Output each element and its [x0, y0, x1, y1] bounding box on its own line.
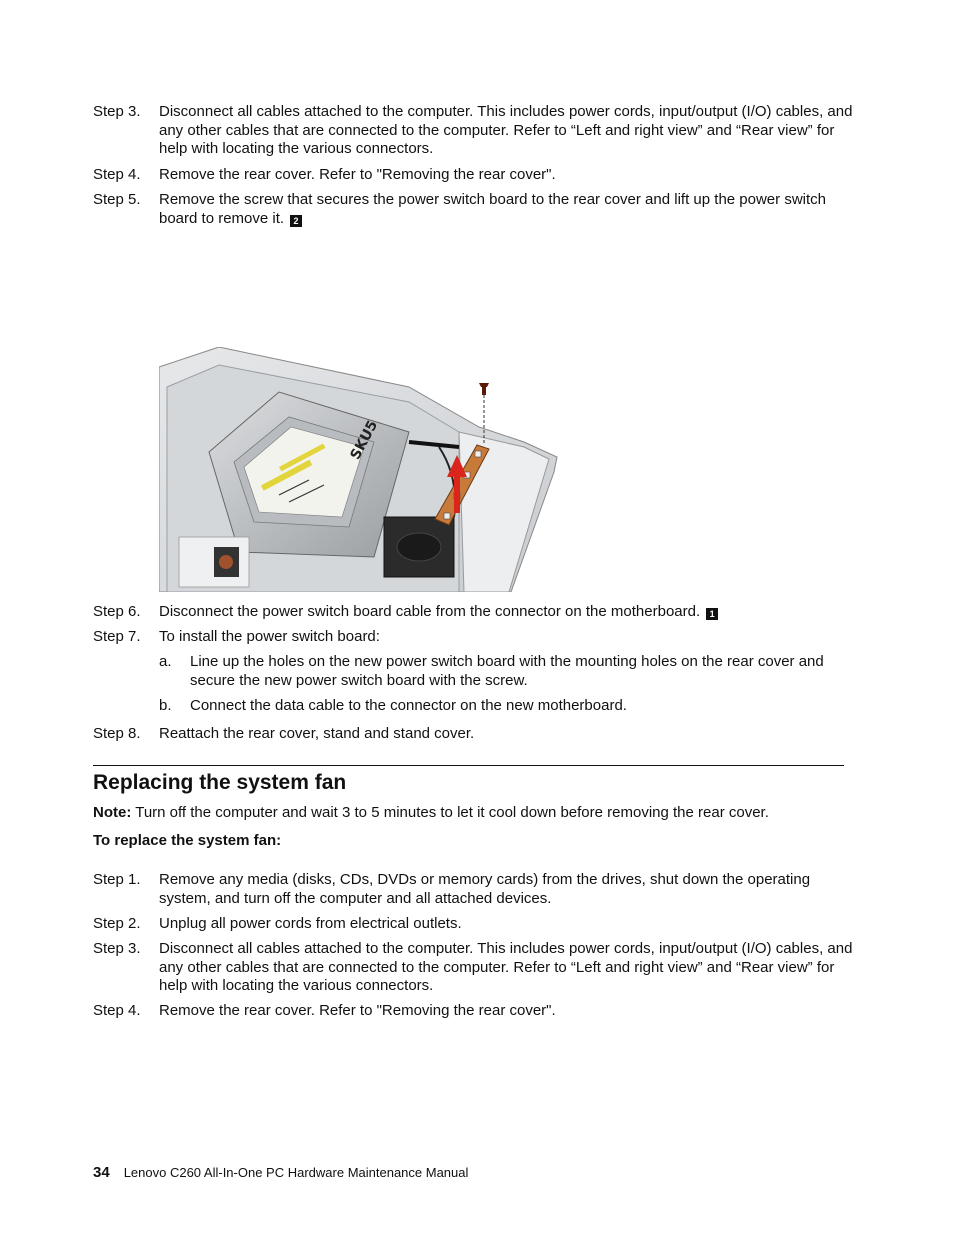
- step-3-disconnect-cables: [93, 940, 853, 996]
- substep-text: Connect the data cable to the connector on the new motherboard.: [190, 697, 627, 714]
- step-text: Remove any media (disks, CDs, DVDs or memory cards) from the drives, shut down the operating system, and turn off the computer and all attached devices.: [159, 871, 811, 907]
- step-number: Step 8.: [93, 725, 141, 742]
- step-7-install-board: [93, 628, 853, 647]
- step-number: Step 2.: [93, 915, 141, 932]
- step-text: Unplug all power cords from electrical outlets.: [159, 915, 462, 932]
- step-1-remove-media: [93, 871, 853, 908]
- substep-text: Line up the holes on the new power switch board with the mounting holes on the rear cover and secure the new power switch board with the screw.: [190, 653, 824, 689]
- page-footer: [93, 1164, 468, 1183]
- step-text: Reattach the rear cover, stand and stand cover.: [159, 725, 475, 742]
- step-6-disconnect-board-cable: [93, 603, 853, 622]
- step-number: Step 3.: [93, 103, 141, 120]
- note-label: Note:: [93, 804, 132, 821]
- note-paragraph: [93, 804, 853, 823]
- step-number: Step 5.: [93, 191, 141, 208]
- step-8-reattach-cover: [93, 725, 853, 744]
- sku-label: SKU5: [347, 417, 382, 463]
- step-number: Step 6.: [93, 603, 141, 620]
- step-3-disconnect-cables: [93, 103, 853, 159]
- manual-title: Lenovo C260 All-In-One PC Hardware Maintenance Manual: [123, 1165, 469, 1180]
- note-text: Turn off the computer and wait 3 to 5 minutes to let it cool down before removing the rear cover.: [131, 804, 769, 821]
- step-text: Disconnect all cables attached to the computer. This includes power cords, input/output (I/O) cables, and any other cables that are connected to the computer. Refer to “Left and right view” and “Rear view” for help with locating the various connectors.: [159, 940, 853, 994]
- callout-2: 2: [290, 215, 302, 227]
- step-4-remove-rear-cover: [93, 1002, 853, 1021]
- procedure-heading: To replace the system fan:: [93, 832, 282, 849]
- substep-letter: a.: [159, 653, 172, 670]
- callout-1: 1: [706, 608, 718, 620]
- step-5-remove-screw: [93, 191, 853, 228]
- substep-letter: b.: [159, 697, 172, 714]
- step-text: Disconnect all cables attached to the computer. This includes power cords, input/output (I/O) cables, and any other cables that are connected to the computer. Refer to “Left and right view” and “Rear view” for help with locating the various connectors.: [159, 103, 853, 157]
- step-text: Remove the rear cover. Refer to "Removing the rear cover".: [159, 166, 556, 183]
- step-number: Step 1.: [93, 871, 141, 888]
- section-heading: Replacing the system fan: [93, 771, 347, 794]
- step-number: Step 7.: [93, 628, 141, 645]
- screw-icon: [479, 383, 489, 395]
- step-4-remove-rear-cover: [93, 166, 853, 185]
- substep-b: [159, 697, 849, 716]
- page-number: 34: [93, 1164, 110, 1181]
- figure-illustration: [159, 347, 559, 592]
- substep-a: [159, 653, 849, 690]
- step-text: Remove the rear cover. Refer to "Removing the rear cover".: [159, 1002, 556, 1019]
- section-divider: [93, 765, 844, 766]
- step-number: Step 3.: [93, 940, 141, 957]
- step-number: Step 4.: [93, 1002, 141, 1019]
- step-text: Remove the screw that secures the power switch board to the rear cover and lift up the power switch board to remove it.: [159, 191, 826, 227]
- step-number: Step 4.: [93, 166, 141, 183]
- step-text: Disconnect the power switch board cable from the connector on the motherboard.: [159, 603, 701, 620]
- power-switch-board-figure: [159, 347, 559, 592]
- step-2-unplug-cords: [93, 915, 853, 934]
- step-text: To install the power switch board:: [159, 628, 380, 645]
